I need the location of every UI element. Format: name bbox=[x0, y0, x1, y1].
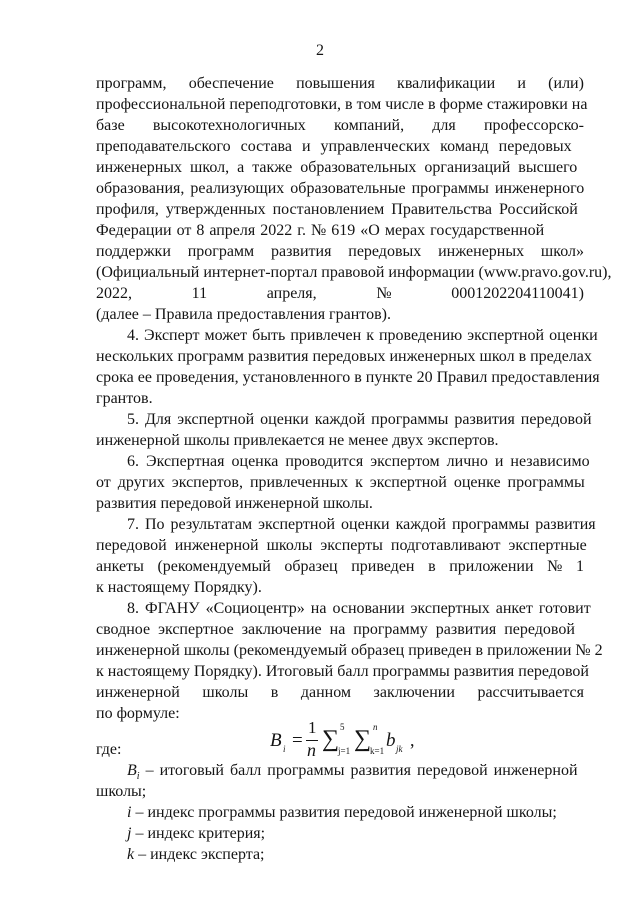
definition-k bbox=[127, 845, 584, 865]
formula-lhs-sub: i bbox=[283, 744, 286, 754]
word: профессорско- bbox=[483, 117, 584, 134]
word: рассчитывается bbox=[477, 684, 584, 701]
paragraph-3-line-5: инженерных школ, а также образовательных организаций высшего bbox=[96, 159, 578, 176]
word: 0001202204110041) bbox=[451, 285, 584, 302]
word: (рекомендуемый bbox=[157, 558, 271, 575]
item-8-line-4: к настоящему Порядку). Итоговый балл программы развития передовой bbox=[96, 663, 589, 680]
word: школы bbox=[202, 684, 249, 701]
word: анкеты bbox=[96, 558, 144, 575]
word: высокотехнологичных bbox=[152, 117, 306, 134]
formula-sum-2: ∑ bbox=[354, 726, 372, 752]
formula-sum-1: ∑ bbox=[322, 726, 340, 752]
word: № bbox=[376, 285, 392, 302]
word: апреля, bbox=[266, 285, 317, 302]
item-7-line-4: к настоящему Порядку). bbox=[96, 579, 262, 596]
word: квалификации bbox=[397, 75, 496, 92]
item-5-line-2: инженерной школы привлекается не менее двух экспертов. bbox=[96, 432, 499, 449]
word: № bbox=[547, 558, 563, 575]
paragraph-3-line-10: (Официальный интернет-портал правовой информации (www.pravo.gov.ru), bbox=[96, 264, 612, 281]
word: поддержки bbox=[96, 243, 171, 260]
word: инженерной bbox=[96, 684, 180, 701]
word: базе bbox=[96, 117, 125, 134]
definition-i bbox=[127, 803, 584, 823]
definition-i-text: – индекс программы развития передовой инженерной школы; bbox=[131, 804, 557, 821]
word: обеспечение bbox=[188, 75, 274, 92]
word: развития bbox=[270, 243, 332, 260]
definition-j-text: – индекс критерия; bbox=[131, 825, 266, 842]
word: приведен bbox=[351, 558, 415, 575]
item-6-line-3: развития передовой инженерной школы. bbox=[96, 495, 373, 512]
formula-sum-1-upper: 5 bbox=[340, 722, 345, 732]
item-8-line-3: инженерной школы (рекомендуемый образец приведен в приложении № 2 bbox=[96, 642, 603, 659]
paragraph-3-line-9 bbox=[96, 242, 584, 262]
symbol-j: j bbox=[127, 825, 132, 842]
formula-sum-2-lower: k=1 bbox=[370, 746, 385, 756]
item-7-line-1: 7. По результатам экспертной оценки каждой программы развития bbox=[127, 516, 596, 533]
word: в bbox=[270, 684, 279, 701]
definition-k-text: – индекс эксперта; bbox=[134, 846, 265, 863]
paragraph-3-line-3 bbox=[96, 116, 584, 136]
item-6-line-1: 6. Экспертная оценка проводится экспертом лично и независимо bbox=[127, 453, 590, 470]
paragraph-3-line-2: профессиональной переподготовки, в том числе в форме стажировки на bbox=[96, 96, 588, 113]
definition-bi-line-2: школы; bbox=[96, 783, 147, 800]
word: повышения bbox=[296, 75, 375, 92]
word: программ bbox=[187, 243, 255, 260]
item-7-line-3 bbox=[96, 557, 584, 577]
word: 2022, bbox=[96, 285, 132, 302]
item-8-line-2: сводное экспертное заключение на программу развития передовой bbox=[96, 621, 575, 638]
where-label: где: bbox=[96, 741, 122, 758]
formula-denominator: n bbox=[307, 740, 316, 760]
item-8-line-6: по формуле: bbox=[96, 705, 180, 722]
word: образец bbox=[284, 558, 338, 575]
word: компаний, bbox=[333, 117, 405, 134]
word: для bbox=[432, 117, 456, 134]
word: заключении bbox=[373, 684, 455, 701]
formula-equals: = bbox=[292, 730, 303, 751]
formula-term: b bbox=[386, 730, 396, 751]
word: (или) bbox=[548, 75, 584, 92]
paragraph-3-line-1 bbox=[96, 74, 584, 94]
item-4-line-3: срока ее проведения, установленного в пункте 20 Правил предоставления bbox=[96, 369, 600, 386]
item-8-line-1: 8. ФГАНУ «Социоцентр» на основании экспертных анкет готовит bbox=[127, 600, 591, 617]
word: и bbox=[517, 75, 526, 92]
symbol-k: k bbox=[127, 846, 135, 863]
formula-lhs: B bbox=[270, 730, 282, 751]
item-7-line-2: передовой инженерной школы эксперты подготавливают экспертные bbox=[96, 537, 587, 554]
word: школ» bbox=[540, 243, 584, 260]
paragraph-3-line-4: преподавательского состава и управленческих команд передовых bbox=[96, 138, 572, 155]
item-5-line-1: 5. Для экспертной оценки каждой программы развития передовой bbox=[127, 411, 592, 428]
item-8-line-5 bbox=[96, 683, 584, 703]
definition-j bbox=[127, 824, 584, 844]
definition-bi-text: – итоговый балл программы развития передовой инженерной bbox=[139, 762, 578, 779]
word: 1 bbox=[575, 558, 584, 575]
symbol-b: B bbox=[127, 762, 137, 779]
word: в bbox=[428, 558, 436, 575]
formula-sum-1-lower: j=1 bbox=[338, 746, 351, 756]
formula-comma: , bbox=[410, 730, 415, 750]
formula-sum-2-upper: n bbox=[373, 722, 378, 732]
item-6-line-2: от других экспертов, привлеченных к экспертной оценке программы bbox=[96, 474, 585, 491]
page-number: 2 bbox=[316, 42, 324, 59]
paragraph-3-line-8: Федерации от 8 апреля 2022 г. № 619 «О мерах государственной bbox=[96, 222, 545, 239]
symbol-i: i bbox=[127, 804, 132, 821]
item-4-line-2: нескольких программ развития передовых инженерных школ в пределах bbox=[96, 348, 592, 365]
item-4-line-1: 4. Эксперт может быть привлечен к проведению экспертной оценки bbox=[127, 327, 598, 344]
symbol-b-sub: i bbox=[136, 771, 140, 783]
word: приложении bbox=[449, 558, 534, 575]
paragraph-3-line-6: образования, реализующих образовательные программы инженерного bbox=[96, 180, 585, 197]
formula-numerator: 1 bbox=[308, 718, 317, 737]
word: инженерных bbox=[438, 243, 525, 260]
paragraph-3-line-11 bbox=[96, 284, 584, 304]
word: 11 bbox=[191, 285, 208, 302]
word: передовых bbox=[348, 243, 422, 260]
formula-term-sub: jk bbox=[396, 744, 403, 754]
word: программ, bbox=[96, 75, 167, 92]
word: данном bbox=[300, 684, 352, 701]
paragraph-3-line-12: (далее – Правила предоставления грантов). bbox=[96, 306, 391, 323]
paragraph-3-line-7: профиля, утвержденных постановлением Правительства Российской bbox=[96, 201, 578, 218]
item-4-line-4: грантов. bbox=[96, 390, 153, 407]
